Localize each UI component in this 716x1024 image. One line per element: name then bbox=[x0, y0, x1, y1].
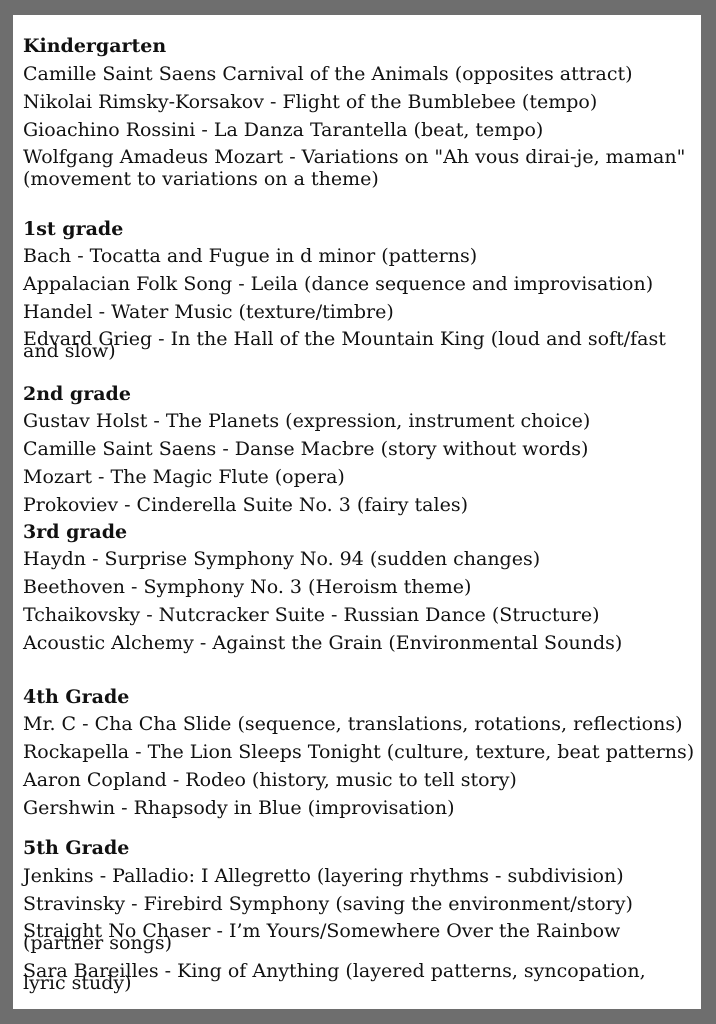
list-item: Appalacian Folk Song - Leila (dance sequence and improvisation) bbox=[23, 273, 654, 295]
list-item: Mr. C - Cha Cha Slide (sequence, translations, rotations, reflections) bbox=[23, 713, 683, 735]
document-page bbox=[13, 15, 701, 1009]
list-item: Acoustic Alchemy - Against the Grain (Environmental Sounds) bbox=[23, 632, 623, 654]
list-item: Bach - Tocatta and Fugue in d minor (patterns) bbox=[23, 245, 478, 267]
list-item: Stravinsky - Firebird Symphony (saving the environment/story) bbox=[23, 893, 633, 915]
list-item: Handel - Water Music (texture/timbre) bbox=[23, 301, 394, 323]
list-item: Mozart - The Magic Flute (opera) bbox=[23, 466, 345, 488]
section-heading-4th-grade: 4th Grade bbox=[23, 686, 130, 708]
list-item: Rockapella - The Lion Sleeps Tonight (culture, texture, beat patterns) bbox=[23, 741, 695, 763]
list-item: Aaron Copland - Rodeo (history, music to tell story) bbox=[23, 769, 517, 791]
list-item: Gershwin - Rhapsody in Blue (improvisation) bbox=[23, 797, 455, 819]
list-item: Gustav Holst - The Planets (expression, instrument choice) bbox=[23, 410, 591, 432]
list-item: Beethoven - Symphony No. 3 (Heroism theme) bbox=[23, 576, 472, 598]
list-item: Straight No Chaser - I’m Yours/Somewhere Over the Rainbow (partner songs) bbox=[23, 920, 621, 954]
list-item: Sara Bareilles - King of Anything (layered patterns, syncopation, lyric study) bbox=[23, 960, 646, 994]
list-item: Camille Saint Saens - Danse Macbre (story without words) bbox=[23, 438, 589, 460]
list-item: Prokoviev - Cinderella Suite No. 3 (fairy tales) bbox=[23, 494, 468, 516]
list-item: Edvard Grieg - In the Hall of the Mountain King (loud and soft/fast and slow) bbox=[23, 328, 666, 362]
section-heading-kindergarten: Kindergarten bbox=[23, 35, 167, 57]
list-item: Tchaikovsky - Nutcracker Suite - Russian Dance (Structure) bbox=[23, 604, 600, 626]
section-heading-1st-grade: 1st grade bbox=[23, 218, 124, 240]
list-item: Haydn - Surprise Symphony No. 94 (sudden changes) bbox=[23, 548, 541, 570]
list-item: Nikolai Rimsky-Korsakov - Flight of the Bumblebee (tempo) bbox=[23, 91, 598, 113]
list-item: Gioachino Rossini - La Danza Tarantella (beat, tempo) bbox=[23, 119, 544, 141]
section-heading-5th-grade: 5th Grade bbox=[23, 837, 130, 859]
section-heading-3rd-grade: 3rd grade bbox=[23, 521, 128, 543]
section-heading-2nd-grade: 2nd grade bbox=[23, 383, 131, 405]
list-item: Wolfgang Amadeus Mozart - Variations on "Ah vous dirai-je, maman" (movement to variations on a theme) bbox=[23, 146, 686, 190]
list-item: Jenkins - Palladio: I Allegretto (layering rhythms - subdivision) bbox=[23, 865, 624, 887]
list-item: Camille Saint Saens Carnival of the Animals (opposites attract) bbox=[23, 63, 633, 85]
